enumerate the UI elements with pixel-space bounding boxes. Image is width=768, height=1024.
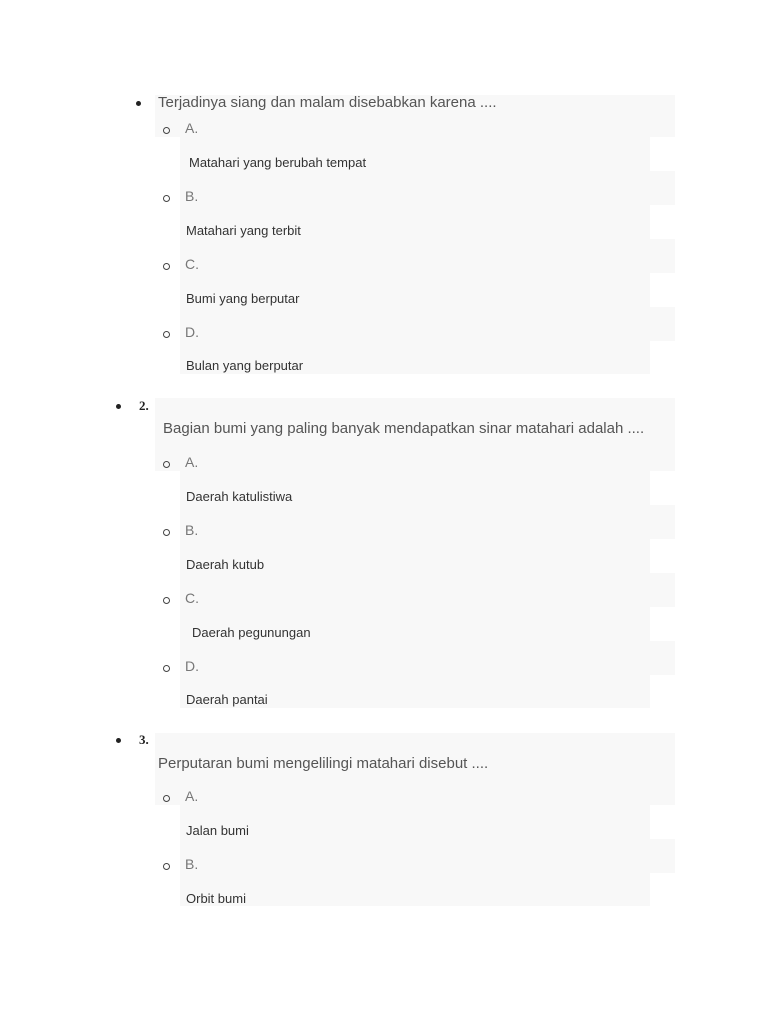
option-letter: B. bbox=[185, 522, 199, 538]
option-circle bbox=[163, 127, 170, 134]
option-shade bbox=[180, 641, 675, 675]
option-circle bbox=[163, 795, 170, 802]
option-shade bbox=[180, 307, 675, 341]
option-circle bbox=[163, 665, 170, 672]
question-text: Terjadinya siang dan malam disebabkan karena .... bbox=[158, 94, 497, 111]
option-letter: C. bbox=[185, 256, 199, 272]
option-answer: Daerah pantai bbox=[186, 692, 268, 707]
option-answer: Daerah pegunungan bbox=[192, 625, 311, 640]
option-circle bbox=[163, 461, 170, 468]
question-text: Bagian bumi yang paling banyak mendapatkan sinar matahari adalah .... bbox=[163, 420, 645, 437]
option-shade bbox=[180, 839, 675, 873]
option-shade bbox=[180, 573, 675, 607]
list-bullet bbox=[116, 404, 121, 409]
option-answer: Bulan yang berputar bbox=[186, 358, 304, 373]
option-shade bbox=[180, 171, 675, 205]
option-shade bbox=[180, 505, 675, 539]
option-letter: B. bbox=[185, 188, 199, 204]
question-number: 3. bbox=[139, 732, 149, 747]
option-letter: A. bbox=[185, 120, 199, 136]
option-answer: Bumi yang berputar bbox=[186, 291, 300, 306]
option-answer: Jalan bumi bbox=[186, 823, 249, 838]
option-answer: Orbit bumi bbox=[186, 891, 246, 906]
option-shade bbox=[180, 239, 675, 273]
option-circle bbox=[163, 529, 170, 536]
question-text: Perputaran bumi mengelilingi matahari disebut .... bbox=[158, 755, 489, 772]
option-circle bbox=[163, 195, 170, 202]
option-answer: Daerah katulistiwa bbox=[186, 489, 293, 504]
option-answer: Matahari yang terbit bbox=[186, 223, 301, 238]
option-letter: D. bbox=[185, 324, 199, 340]
option-letter: B. bbox=[185, 856, 199, 872]
option-letter: A. bbox=[185, 454, 199, 470]
answer-shade bbox=[180, 805, 650, 839]
option-circle bbox=[163, 597, 170, 604]
list-bullet bbox=[116, 738, 121, 743]
option-answer: Daerah kutub bbox=[186, 557, 265, 572]
answer-shade bbox=[180, 873, 650, 906]
question-number: 2. bbox=[139, 398, 149, 413]
option-answer: Matahari yang berubah tempat bbox=[189, 155, 367, 170]
option-letter: C. bbox=[185, 590, 199, 606]
option-circle bbox=[163, 263, 170, 270]
option-circle bbox=[163, 863, 170, 870]
list-bullet bbox=[136, 101, 141, 106]
option-circle bbox=[163, 331, 170, 338]
option-letter: D. bbox=[185, 658, 199, 674]
option-letter: A. bbox=[185, 788, 199, 804]
